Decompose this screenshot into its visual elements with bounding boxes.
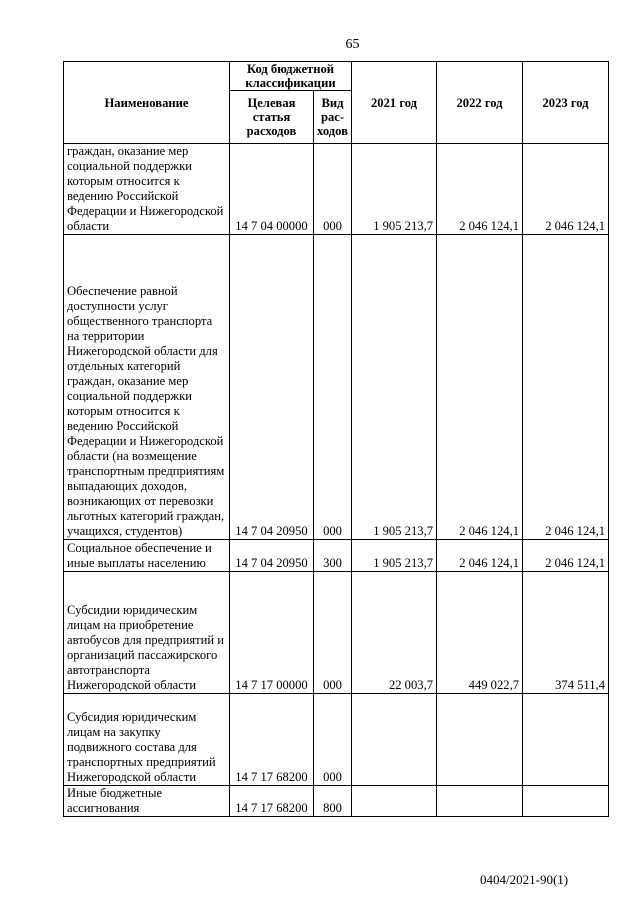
row-code: 14 7 04 20950: [230, 235, 314, 540]
header-2022: 2022 год: [437, 62, 523, 144]
row-2021: 1 905 213,7: [352, 144, 437, 235]
row-2022: [437, 694, 523, 786]
row-2022: 2 046 124,1: [437, 540, 523, 572]
budget-table: [63, 61, 609, 817]
header-2021: 2021 год: [352, 62, 437, 144]
row-code: 14 7 17 68200: [230, 786, 314, 817]
table-row: [64, 540, 609, 572]
row-2021: 1 905 213,7: [352, 235, 437, 540]
row-code: 14 7 17 68200: [230, 694, 314, 786]
row-name: Обеспечение равной доступности услуг общественного транспорта на территории Нижегородской области для отдельных категорий граждан, оказание мер социальной поддержки которым относится к ведению Российской Федерации и Нижегородской области (на возмещение транспортным предприятиям выпадающих доходов, возникающих от перевозки льготных категорий граждан, учащихся, студентов): [64, 235, 230, 540]
row-type: 300: [314, 540, 352, 572]
row-2023: [523, 786, 609, 817]
row-2022: 2 046 124,1: [437, 144, 523, 235]
row-2021: [352, 786, 437, 817]
row-2022: [437, 786, 523, 817]
row-2023: [523, 694, 609, 786]
row-name: Иные бюджетные ассигнования: [64, 786, 230, 817]
header-target: Целевая статья расходов: [230, 91, 314, 144]
row-type: 000: [314, 144, 352, 235]
row-2023: 2 046 124,1: [523, 235, 609, 540]
row-code: 14 7 04 00000: [230, 144, 314, 235]
header-2023: 2023 год: [523, 62, 609, 144]
table-row: [64, 572, 609, 694]
header-type: Вид рас-ходов: [314, 91, 352, 144]
table-row: [64, 694, 609, 786]
header-bk-group: Код бюджетной классификации: [230, 62, 352, 91]
row-type: 000: [314, 694, 352, 786]
row-type: 800: [314, 786, 352, 817]
row-code: 14 7 04 20950: [230, 540, 314, 572]
row-name: Субсидия юридическим лицам на закупку подвижного состава для транспортных предприятий Нижегородской области: [64, 694, 230, 786]
document-code: 0404/2021-90(1): [480, 872, 569, 887]
table-row: [64, 786, 609, 817]
row-2023: 2 046 124,1: [523, 540, 609, 572]
row-2023: 374 511,4: [523, 572, 609, 694]
row-2021: [352, 694, 437, 786]
table-row: [64, 235, 609, 540]
row-2022: 2 046 124,1: [437, 235, 523, 540]
row-type: 000: [314, 572, 352, 694]
header-name: Наименование: [64, 62, 230, 144]
row-2021: 1 905 213,7: [352, 540, 437, 572]
row-2022: 449 022,7: [437, 572, 523, 694]
row-type: 000: [314, 235, 352, 540]
row-name: Социальное обеспечение и иные выплаты населению: [64, 540, 230, 572]
row-2021: 22 003,7: [352, 572, 437, 694]
page-number: 65: [345, 37, 360, 52]
row-code: 14 7 17 00000: [230, 572, 314, 694]
row-2023: 2 046 124,1: [523, 144, 609, 235]
row-name: граждан, оказание мер социальной поддержки которым относится к ведению Российской Федерации и Нижегородской области: [64, 144, 230, 235]
table-row: [64, 144, 609, 235]
row-name: Субсидии юридическим лицам на приобретение автобусов для предприятий и организаций пассажирского автотранспорта Нижегородской области: [64, 572, 230, 694]
